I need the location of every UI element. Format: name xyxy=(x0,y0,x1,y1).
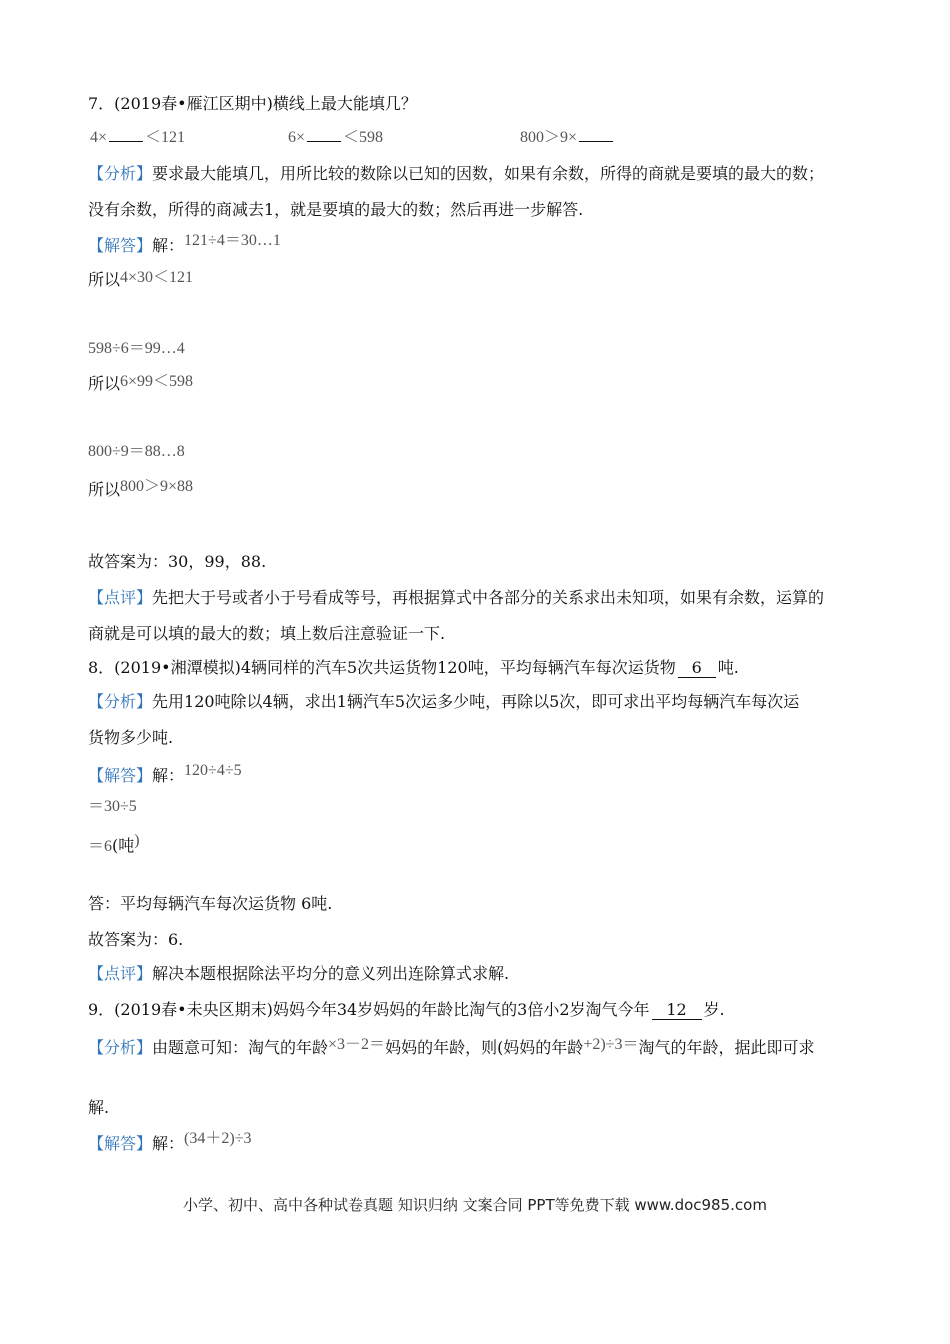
q7-expr1-left: 4× xyxy=(90,129,108,146)
q7-blank-1[interactable] xyxy=(109,127,143,142)
q7-so3-math: 800＞9×88 xyxy=(120,478,194,495)
q7-so2-math: 6×99＜598 xyxy=(120,373,194,390)
solution-tag: 【解答】 xyxy=(88,1134,153,1153)
comment-tag: 【点评】 xyxy=(88,964,153,983)
q7-title: 7．(2019春•雁江区期中)横线上最大能填几？ xyxy=(88,94,417,113)
q7-solution xyxy=(88,234,281,259)
solution-prefix: 解： xyxy=(152,766,185,785)
q7-comment-text1: 先把大于号或者小于号看成等号，再根据算式中各部分的关系求出未知项，如果有余数，运算的 xyxy=(152,588,825,607)
comment-tag: 【点评】 xyxy=(88,588,153,607)
q9-title-text: 9．(2019春•未央区期末)妈妈今年34岁妈妈的年龄比淘气的3倍小2岁淘气今年 xyxy=(88,1000,650,1019)
q7-analysis-text1: 要求最大能填几，用所比较的数除以已知的因数，如果有余数，所得的商就是要填的最大的数； xyxy=(152,164,825,183)
q7-comment-line1 xyxy=(88,586,824,610)
q9-answer-blank: 12 xyxy=(652,1001,702,1020)
q8-comment xyxy=(88,962,509,986)
solution-tag: 【解答】 xyxy=(88,236,153,255)
q9-title xyxy=(88,998,725,1022)
q7-so1 xyxy=(88,268,193,293)
q8-title-text: 8．(2019•湘潭模拟)4辆同样的汽车5次共运货物120吨，平均每辆汽车每次运货物 xyxy=(88,658,676,677)
q9-analysis-line2: 解. xyxy=(88,1098,110,1117)
analysis-tag: 【分析】 xyxy=(88,1038,153,1057)
solution-prefix: 解： xyxy=(152,236,185,255)
q9-calc1: (34＋2)÷3 xyxy=(184,1130,252,1147)
so-prefix: 所以 xyxy=(88,270,121,289)
q8-title xyxy=(88,656,739,680)
q8-calc1: 120÷4÷5 xyxy=(184,762,242,779)
q8-reply: 答：平均每辆汽车每次运货物 6吨. xyxy=(88,894,333,913)
q7-expr2-left: 6× xyxy=(288,129,306,146)
q9-analysis-b: 妈妈的年龄，则(妈妈的年龄 xyxy=(385,1038,584,1057)
q8-analysis-line1 xyxy=(88,690,799,714)
q7-calc2: 598÷6＝99…4 xyxy=(88,340,185,357)
q8-analysis-line2: 货物多少吨. xyxy=(88,728,174,747)
q8-title-end: 吨. xyxy=(717,658,739,677)
q8-calc3-math: ＝6 xyxy=(88,838,113,855)
q9-title-end: 岁. xyxy=(703,1000,725,1019)
q7-expr2-right: ＜598 xyxy=(343,129,384,146)
q9-analysis-c: 淘气的年龄，据此即可求 xyxy=(638,1038,815,1057)
analysis-tag: 【分析】 xyxy=(88,164,153,183)
q7-so3 xyxy=(88,478,193,503)
q8-answer-blank: 6 xyxy=(678,659,716,678)
so-prefix: 所以 xyxy=(88,480,121,499)
q8-solution xyxy=(88,764,242,789)
q9-solution xyxy=(88,1132,251,1157)
q7-expr3-left: 800＞9× xyxy=(520,129,578,146)
q9-analysis-math1: ×3－2＝ xyxy=(328,1036,386,1053)
q8-calc3 xyxy=(88,834,140,859)
q7-analysis-line2: 没有余数，所得的商减去1，就是要填的最大的数；然后再进一步解答. xyxy=(88,200,584,219)
so-prefix: 所以 xyxy=(88,374,121,393)
q7-expr1-right: ＜121 xyxy=(145,129,186,146)
page-footer: 小学、初中、高中各种试卷真题 知识归纳 文案合同 PPT等免费下载 www.doc985.com xyxy=(183,1196,767,1214)
q7-so1-math: 4×30＜121 xyxy=(120,269,194,286)
q9-analysis-a: 由题意可知：淘气的年龄 xyxy=(152,1038,329,1057)
q7-calc1: 121÷4＝30…1 xyxy=(184,232,281,249)
q7-blank-2[interactable] xyxy=(307,127,341,142)
q9-analysis-line1 xyxy=(88,1036,814,1061)
solution-prefix: 解： xyxy=(152,1134,185,1153)
q7-analysis-line1 xyxy=(88,162,824,186)
analysis-tag: 【分析】 xyxy=(88,692,153,711)
q7-answer: 故答案为：30，99，88. xyxy=(88,552,267,571)
q8-unit-close: ) xyxy=(134,832,140,849)
solution-tag: 【解答】 xyxy=(88,766,153,785)
q8-analysis-text1: 先用120吨除以4辆，求出1辆汽车5次运多少吨，再除以5次，即可求出平均每辆汽车每次运 xyxy=(152,692,800,711)
q8-unit: (吨 xyxy=(112,836,135,855)
q7-comment-line2: 商就是可以填的最大的数；填上数后注意验证一下. xyxy=(88,624,446,643)
q7-so2 xyxy=(88,372,193,397)
q9-analysis-math2: +2)÷3＝ xyxy=(583,1036,639,1053)
q7-blank-3[interactable] xyxy=(579,127,613,142)
q7-calc3: 800÷9＝88…8 xyxy=(88,443,185,460)
q8-answer: 故答案为：6. xyxy=(88,930,184,949)
q8-comment-text: 解决本题根据除法平均分的意义列出连除算式求解. xyxy=(152,964,510,983)
q8-calc2: ＝30÷5 xyxy=(88,798,137,815)
